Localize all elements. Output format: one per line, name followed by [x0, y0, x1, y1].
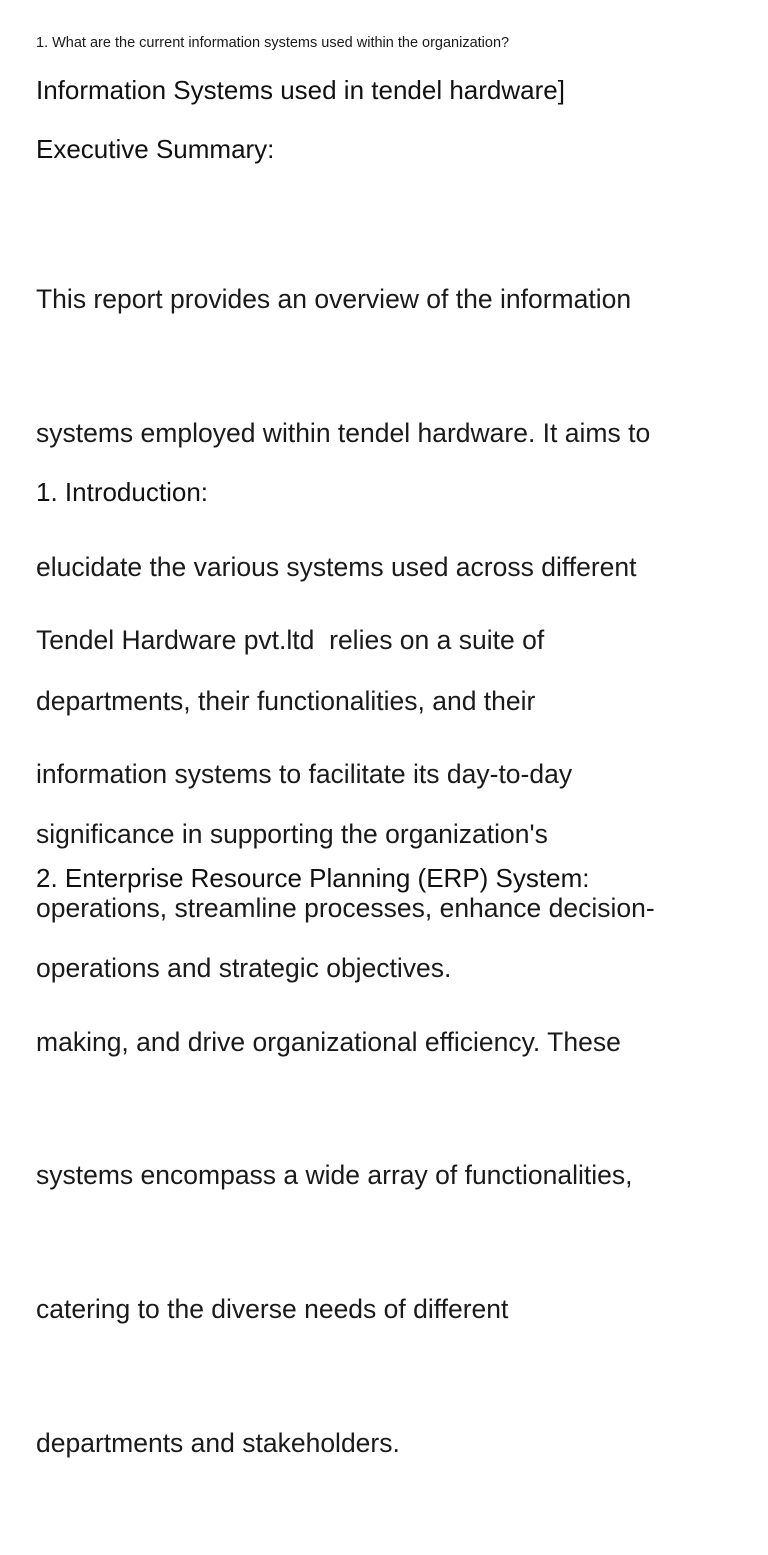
paragraph-line: This report provides an overview of the information: [36, 284, 632, 315]
paragraph-line: catering to the diverse needs of different: [36, 1294, 509, 1325]
paragraph-line: making, and drive organizational efficiency. These: [36, 1026, 621, 1057]
paragraph-line: operations, streamline processes, enhance decision-: [36, 892, 655, 923]
question-text: 1. What are the current information systems used within the organization?: [36, 35, 510, 51]
paragraph-line: systems encompass a wide array of functionalities,: [36, 1160, 633, 1191]
document-title: Information Systems used in tendel hardware]: [36, 75, 565, 105]
paragraph-introduction: [36, 529, 736, 1555]
paragraph-line: Tendel Hardware pvt.ltd relies on a suite of: [36, 625, 545, 656]
paragraph-line: elucidate the various systems used across different: [36, 551, 637, 582]
paragraph-line: information systems to facilitate its day-to-day: [36, 758, 573, 789]
section-heading-executive-summary: Executive Summary:: [36, 134, 275, 164]
section-heading-introduction: 1. Introduction:: [36, 477, 208, 507]
paragraph-line: significance in supporting the organization's: [36, 819, 548, 850]
paragraph-line: operations and strategic objectives.: [36, 953, 452, 984]
paragraph-line: systems employed within tendel hardware. It aims to: [36, 417, 651, 448]
paragraph-line: departments, their functionalities, and their: [36, 685, 536, 716]
section-heading-erp-system: 2. Enterprise Resource Planning (ERP) System:: [36, 863, 590, 893]
paragraph-line: departments and stakeholders.: [36, 1427, 400, 1458]
